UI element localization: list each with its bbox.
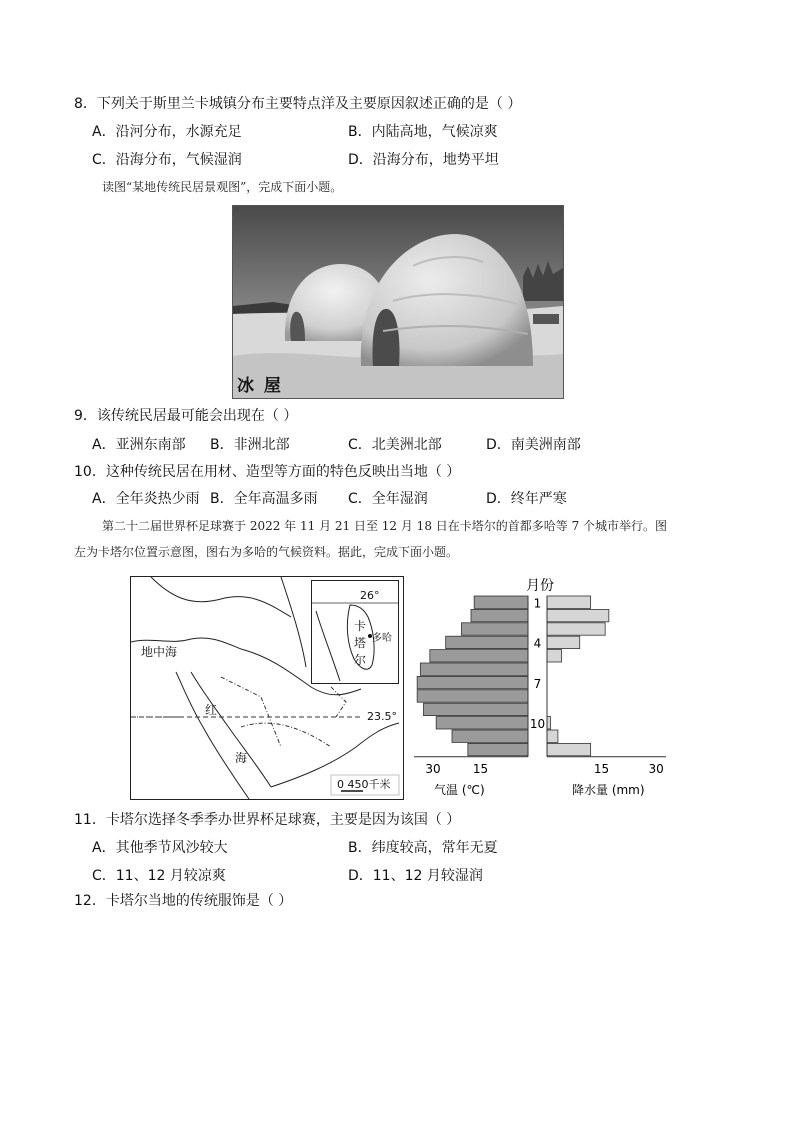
question-11-stem: 11．卡塔尔选择冬季季办世界杯足球赛，主要是因为该国（ ） bbox=[74, 812, 461, 828]
temperature-tick-label: 15 bbox=[472, 761, 489, 776]
question-10-stem: 10．这种传统民居在用材、造型等方面的特色反映出当地（ ） bbox=[74, 464, 461, 480]
month-label: 1 bbox=[533, 596, 542, 611]
qatar-inset-map bbox=[311, 580, 399, 684]
temperature-bar bbox=[474, 596, 528, 608]
month-label: 7 bbox=[533, 676, 542, 691]
question-9-stem: 9．该传统民居最可能会出现在（ ） bbox=[74, 408, 298, 424]
inset-label-qatar-2: 塔 bbox=[354, 636, 367, 650]
temperature-bar bbox=[468, 743, 528, 755]
x-label-precipitation: 降水量 (mm) bbox=[572, 783, 645, 797]
question-11-option-d: D．11、12 月较湿润 bbox=[348, 868, 483, 884]
question-10-option-a: A．全年炎热少雨 bbox=[92, 491, 200, 507]
temperature-bar bbox=[446, 636, 528, 648]
temperature-bar bbox=[417, 690, 528, 702]
question-11-option-c: C．11、12 月较凉爽 bbox=[92, 868, 226, 884]
label-red-sea-2: 海 bbox=[235, 751, 248, 765]
precipitation-tick-label: 15 bbox=[593, 761, 610, 776]
temperature-bar bbox=[420, 663, 528, 675]
chart-title: 月份 bbox=[526, 578, 554, 594]
label-mediterranean: 地中海 bbox=[141, 645, 178, 659]
question-8-stem: 8．下列关于斯里兰卡城镇分布主要特点洋及主要原因叙述正确的是（ ） bbox=[74, 96, 522, 112]
igloo-illustration bbox=[233, 206, 563, 398]
month-label: 4 bbox=[533, 636, 542, 651]
label-tropic: 23.5° bbox=[367, 710, 397, 723]
question-8-option-d: D．沿海分布，地势平坦 bbox=[348, 152, 499, 168]
question-8-option-c: C．沿海分布，气候湿润 bbox=[92, 152, 242, 168]
question-10-option-b: B．全年高温多雨 bbox=[210, 491, 318, 507]
question-8-option-b: B．内陆高地，气候凉爽 bbox=[348, 124, 498, 140]
x-label-temperature: 气温 (℃) bbox=[434, 783, 485, 797]
photo-intro: 读图“某地传统民居景观图”，完成下面小题。 bbox=[102, 180, 343, 194]
question-9-option-a: A．亚洲东南部 bbox=[92, 437, 186, 453]
question-10-option-c: C．全年湿润 bbox=[348, 491, 428, 507]
temperature-bar bbox=[436, 717, 528, 729]
precipitation-bar bbox=[547, 596, 591, 608]
month-label: 10 bbox=[529, 717, 546, 731]
precipitation-bar bbox=[547, 717, 551, 729]
temperature-bar bbox=[471, 609, 528, 621]
photo-caption: 冰 屋 bbox=[237, 376, 283, 396]
temperature-tick-label: 30 bbox=[425, 761, 441, 776]
temperature-bar bbox=[430, 650, 528, 662]
precipitation-tick-label: 30 bbox=[648, 761, 664, 776]
question-8-option-a: A．沿河分布，水源充足 bbox=[92, 124, 242, 140]
temperature-bar bbox=[462, 623, 529, 635]
precipitation-bar bbox=[547, 636, 580, 648]
qatar-intro-line2: 左为卡塔尔位置示意图，图右为多哈的气候资料。据此，完成下面小题。 bbox=[74, 545, 459, 559]
question-12-stem: 12．卡塔尔当地的传统服饰是（ ） bbox=[74, 893, 293, 909]
question-9-option-b: B．非洲北部 bbox=[210, 437, 290, 453]
inset-label-doha: 多哈 bbox=[372, 633, 392, 644]
label-red-sea-1: 红 bbox=[205, 703, 218, 717]
doha-climate-chart bbox=[404, 574, 672, 798]
question-10-option-d: D．终年严寒 bbox=[486, 491, 567, 507]
question-11-option-a: A．其他季节风沙较大 bbox=[92, 840, 228, 856]
inset-label-26: 26° bbox=[360, 589, 380, 602]
inset-label-qatar-1: 卡 bbox=[354, 619, 367, 633]
qatar-location-map bbox=[130, 576, 404, 800]
precipitation-bar bbox=[547, 609, 609, 621]
temperature-bar bbox=[452, 730, 528, 742]
inset-label-qatar-3: 尔 bbox=[354, 653, 367, 667]
label-scale: 0 450千米 bbox=[337, 778, 391, 791]
question-9-option-d: D．南美洲南部 bbox=[486, 437, 581, 453]
qatar-intro-line1: 第二十二届世界杯足球赛于 2022 年 11 月 21 日至 12 月 18 日在卡塔尔的首都多哈等 7 个城市举行。图 bbox=[102, 519, 668, 533]
precipitation-bar bbox=[547, 623, 605, 635]
question-9-option-c: C．北美洲北部 bbox=[348, 437, 442, 453]
precipitation-bar bbox=[547, 743, 591, 755]
precipitation-bar bbox=[547, 730, 558, 742]
temperature-bar bbox=[417, 676, 528, 688]
precipitation-bar bbox=[547, 650, 562, 662]
igloo-photo bbox=[232, 205, 564, 399]
question-11-option-b: B．纬度较高，常年无夏 bbox=[348, 840, 498, 856]
temperature-bar bbox=[424, 703, 529, 715]
